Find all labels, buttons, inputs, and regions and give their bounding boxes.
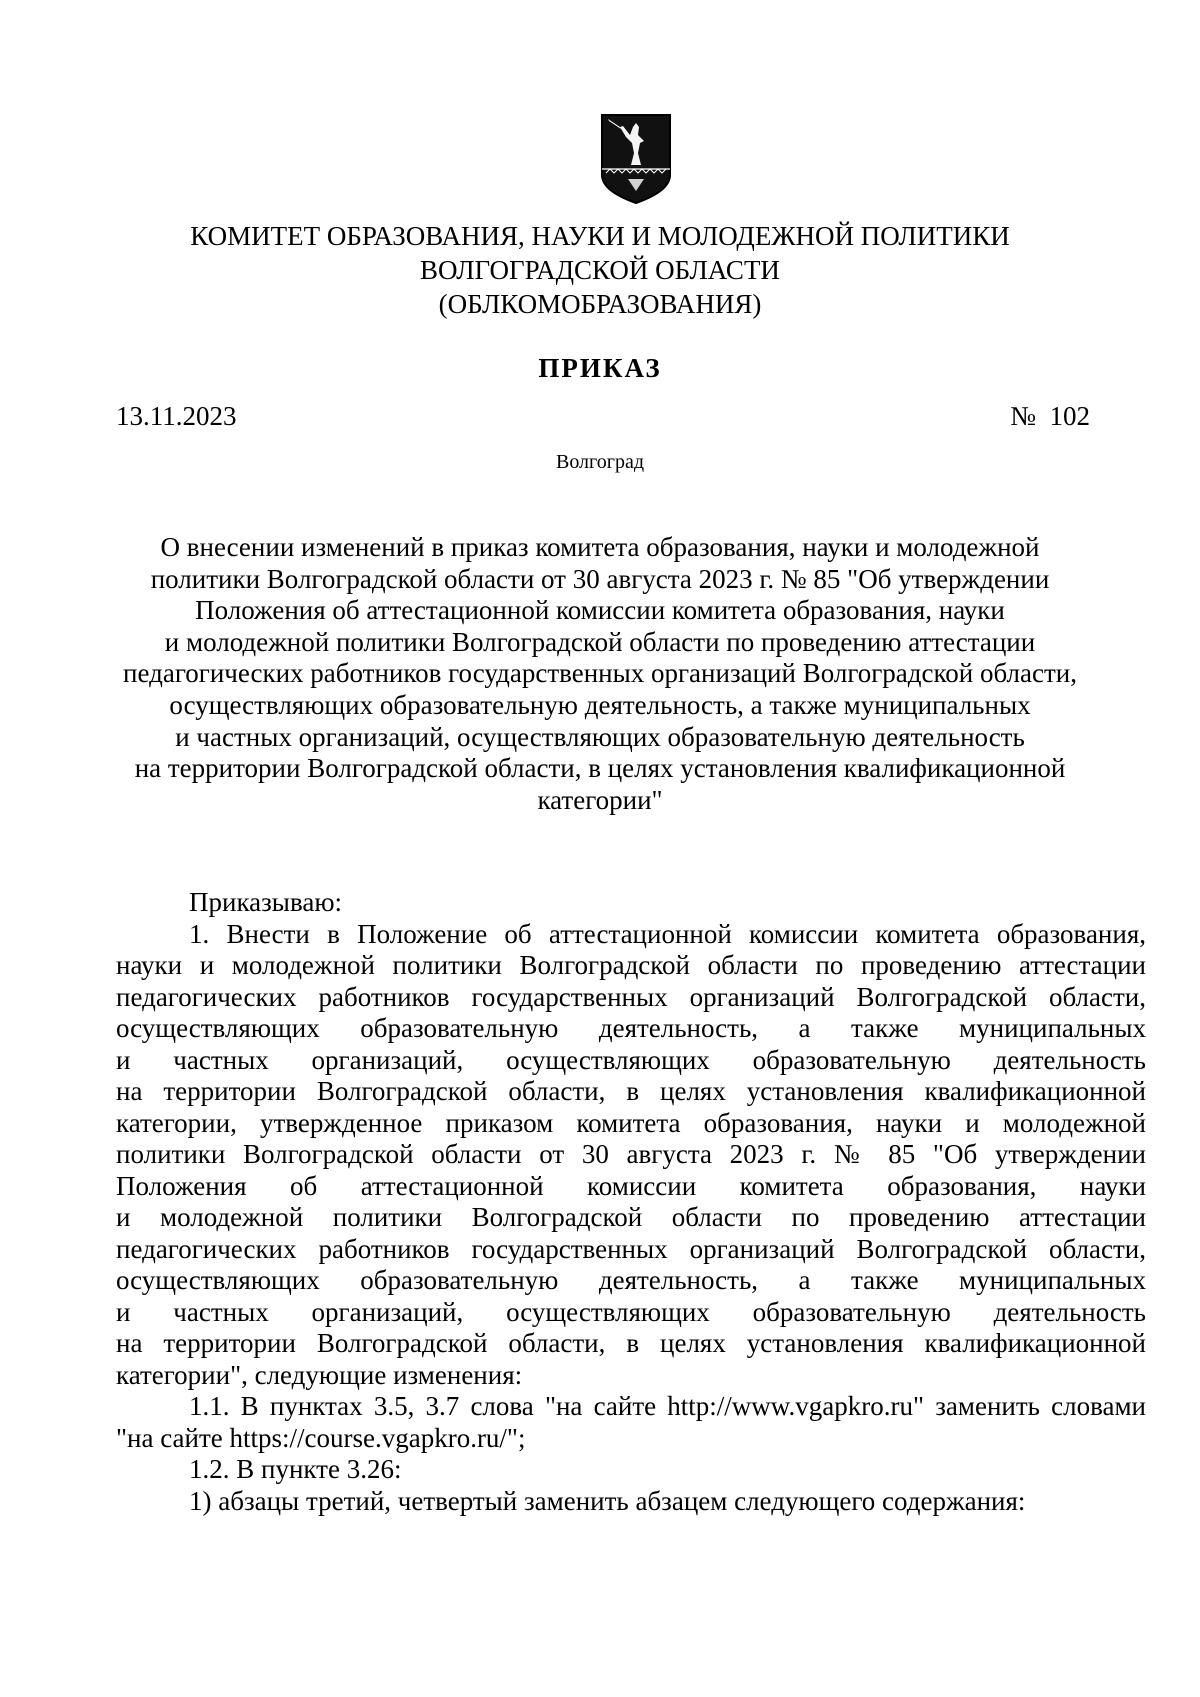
title-line: на территории Волгоградской области, в целях установления квалификационной: [134, 753, 1066, 784]
title-line: и молодежной политики Волгоградской области по проведению аттестации: [164, 626, 1036, 657]
paragraph-1-1-last-line: "на сайте https://course.vgapkro.ru/";: [116, 1422, 526, 1453]
paragraph-1-line: и молодежной политики Волгоградской области по проведению аттестации: [116, 1202, 1146, 1232]
paragraph-1-line: категории, утвержденное приказом комитета образования, науки и молодежной: [116, 1107, 1146, 1138]
org-name-line: (ОБЛКОМОБРАЗОВАНИЯ): [438, 289, 762, 319]
title-line: и частных организаций, осуществляющих образовательную деятельность: [175, 721, 1025, 752]
paragraph-1-2-item-1: 1) абзацы третий, четвертый заменить абзацем следующего содержания:: [189, 1485, 1026, 1516]
paragraph-1-last-line: категории", следующие изменения:: [116, 1359, 523, 1390]
paragraph-1-line: и частных организаций, осуществляющих образовательную деятельность: [116, 1044, 1146, 1075]
title-line: осуществляющих образовательную деятельность, а также муниципальных: [169, 689, 1031, 720]
title-line: категории": [537, 784, 663, 815]
paragraph-1-line: политики Волгоградской области от 30 августа 2023 г. № 85 "Об утверждении: [116, 1139, 1146, 1169]
document-type: ПРИКАЗ: [538, 353, 662, 383]
org-name-line: КОМИТЕТ ОБРАЗОВАНИЯ, НАУКИ И МОЛОДЕЖНОЙ ПОЛИТИКИ: [190, 221, 1010, 251]
organization-header: [100, 219, 1100, 321]
paragraph-1-line: науки и молодежной политики Волгоградской области по проведению аттестации: [116, 950, 1146, 980]
paragraph-1-line: на территории Волгоградской области, в целях установления квалификационной: [116, 1328, 1146, 1358]
paragraph-1-line: Положения об аттестационной комиссии комитета образования, науки: [116, 1170, 1146, 1201]
title-line: О внесении изменений в приказ комитета образования, науки и молодежной: [160, 532, 1040, 562]
title-line: педагогических работников государственных организаций Волгоградской области,: [123, 658, 1077, 689]
paragraph-1-line: 1. Внести в Положение об аттестационной комиссии комитета образования,: [189, 918, 1146, 949]
paragraph-1-line: на территории Волгоградской области, в целях установления квалификационной: [116, 1076, 1146, 1106]
document-date: 13.11.2023: [116, 401, 237, 431]
coat-of-arms-emblem: [600, 113, 672, 205]
paragraph-1-1-line: 1.1. В пунктах 3.5, 3.7 слова "на сайте http://www.vgapkro.ru" заменить словами: [189, 1391, 1146, 1421]
paragraph-1-line: педагогических работников государственных организаций Волгоградской области,: [116, 1233, 1146, 1264]
order-word: Приказываю:: [189, 887, 342, 917]
paragraph-1-2: 1.2. В пункте 3.26:: [189, 1454, 402, 1484]
paragraph-1-line: осуществляющих образовательную деятельность, а также муниципальных: [116, 1265, 1146, 1295]
document-number: № 102: [1010, 401, 1090, 431]
org-name-line: ВОЛГОГРАДСКОЙ ОБЛАСТИ: [420, 255, 780, 285]
title-line: Положения об аттестационной комиссии комитета образования, науки: [195, 595, 1005, 626]
document-body: [116, 887, 1146, 1517]
document-title: [100, 532, 1100, 816]
document-city: Волгоград: [555, 451, 645, 473]
paragraph-1-line: осуществляющих образовательную деятельность, а также муниципальных: [116, 1013, 1146, 1043]
title-line: политики Волгоградской области от 30 августа 2023 г. № 85 "Об утверждении: [150, 563, 1050, 594]
paragraph-1-line: и частных организаций, осуществляющих образовательную деятельность: [116, 1296, 1146, 1327]
paragraph-1-line: педагогических работников государственных организаций Волгоградской области,: [116, 981, 1146, 1012]
